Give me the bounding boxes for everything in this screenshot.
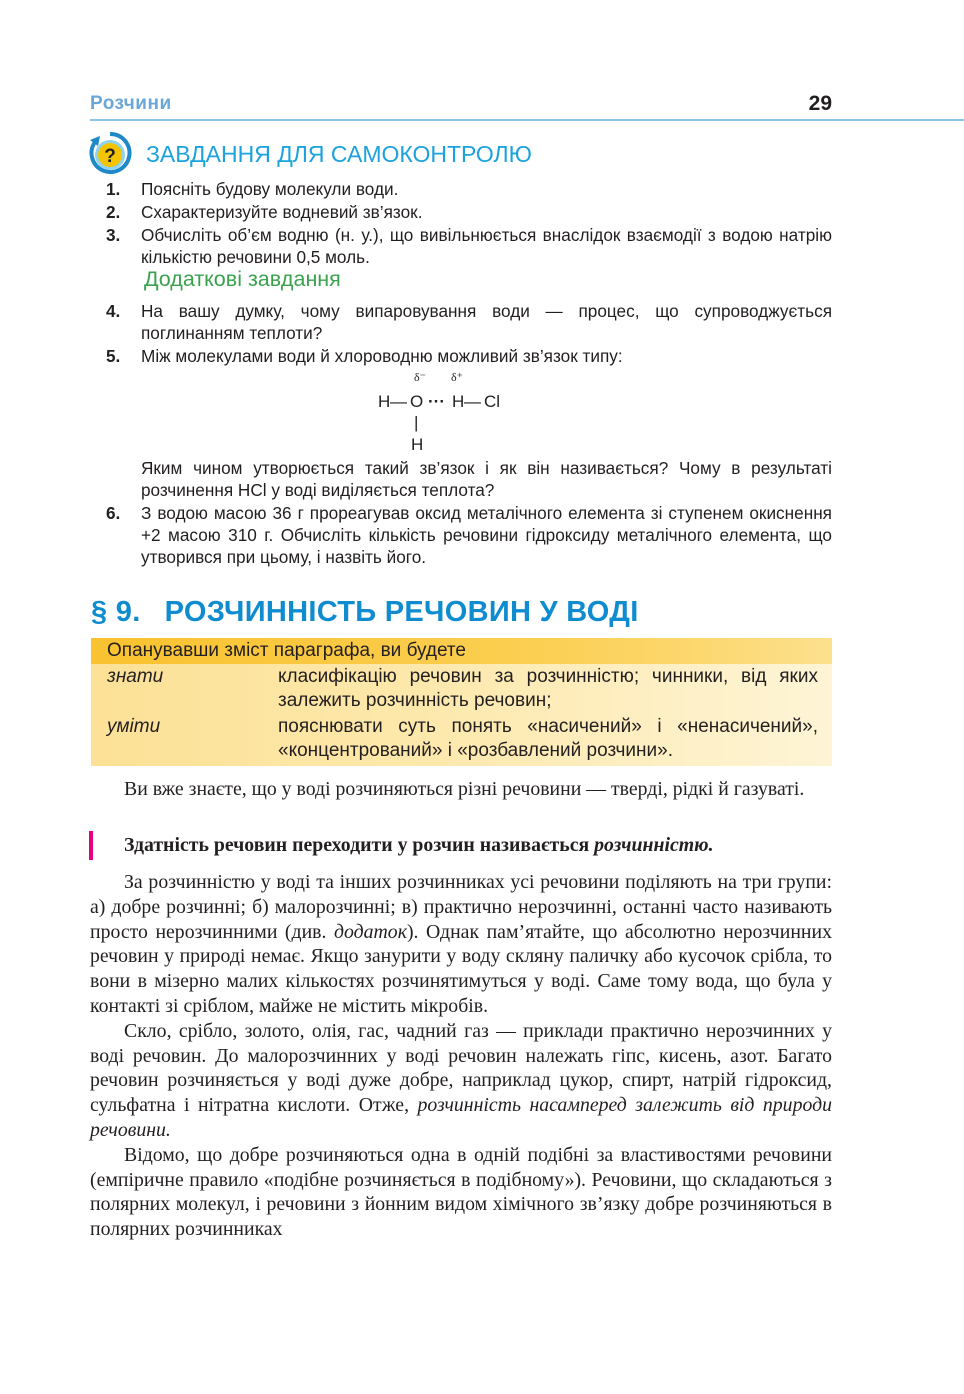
task-1 (106, 178, 832, 200)
intro-text: Ви вже знаєте, що у воді розчиняються різні речовини — тверді, рідкі й газуваті. (124, 778, 805, 800)
paragraph-text: За розчинністю у воді та інших розчинниках усі речовини поділяють на три групи: а) добре розчинні; б) малорозчинні; в) практично нерозчинні, останні часто називають просто нерозчинними (див. (90, 871, 832, 943)
definition (124, 833, 832, 858)
goals-can-text: пояснювати суть понять «насичений» і «ненасичений», «концентрований» і «розбавлений розчини». (278, 716, 818, 761)
task-5-followup (106, 457, 832, 501)
task-number: 3. (106, 225, 121, 245)
task-text: Поясніть будову молекули води. (141, 179, 399, 199)
oxygen: O (410, 392, 424, 411)
paragraph-like-dissolves-like: Відомо, що добре розчиняються одна в одній подібні за властивостями речовини (емпіричне правило «подібне розчиняється в подібному»). Речовини, що складаються з полярних молекул, і речовини з йонним видом хімічного зв’язку добре розчиняються в полярних розчинниках (90, 1143, 832, 1241)
task-number: 4. (106, 301, 121, 321)
hydrogen-bond-formula (368, 368, 528, 460)
task-text: Яким чином утворюється такий зв’язок і як він називається? Чому в результаті розчинення HCl у воді виділяється теплота? (141, 458, 832, 500)
task-4 (106, 300, 832, 344)
paragraph-examples (90, 1019, 832, 1143)
task-number: 6. (106, 503, 121, 523)
intro-paragraph (90, 777, 832, 802)
bond-vertical: | (414, 413, 419, 432)
learning-goals-box (91, 638, 832, 766)
bond-left: — (390, 392, 407, 411)
body-paragraphs (90, 870, 832, 1242)
task-6 (106, 502, 832, 568)
task-3 (106, 224, 832, 268)
goals-know-text: класифікацію речовин за розчинністю; чинники, від яких залежить розчинність речовин; (278, 666, 818, 711)
h-right: H (452, 392, 465, 411)
h-bottom: H (411, 435, 424, 454)
running-head-section: Розчини (90, 93, 172, 114)
task-text: Схарактеризуйте водневий зв’язок. (141, 202, 423, 222)
paragraph-text: Скло, срібло, золото, олія, гас, чадний газ — приклади практично нерозчинних у воді речовин. До малорозчинних у воді речовин належать гіпс, кисень, азот. Багато речовин розчиняється у воді дуже добре, наприклад цукор, спирт, натрій гідроксид, сульфатна і нітратна кислоти. Отже, (90, 1019, 832, 1117)
definition-marker (89, 831, 93, 860)
task-5 (106, 345, 832, 367)
paragraph-solubility-groups (90, 870, 832, 1019)
page-number: 29 (808, 92, 832, 115)
task-text: На вашу думку, чому випаровування води — процес, що супроводжується поглинанням теплоти? (141, 301, 832, 343)
task-number: 5. (106, 346, 121, 366)
paragraph-emphasis: розчинність насамперед залежить від природи речовини. (90, 1094, 832, 1141)
paragraph-text: ). Однак пам’ятайте, що абсолютно нерозчинних речовин у природі немає. Якщо занурити у воду скляну паличку або кусочок срібла, то вони в мізерно малих кількостях розчинятимуться у воді. Саме тому вода, що була у контакті зі сріблом, майже не містить мікробів. (90, 920, 832, 1017)
paragraph-heading: РОЗЧИННІСТЬ РЕЧОВИН У ВОДІ (164, 596, 639, 628)
hydrogen-bond-dots: ··· (428, 392, 445, 411)
paragraph-symbol: § 9. (91, 596, 141, 628)
task-text: З водою масою 36 г прореагував оксид металічного елемента зі ступенем окиснення +2 масою 310 г. Обчисліть кількість речовини гідроксиду металічного елемента, що утворився при цьому, і назвіть його. (141, 503, 832, 567)
task-text: Обчисліть об’єм водню (н. у.), що вивільнюється внаслідок взаємодії з водою натрію кількістю речовини 0,5 моль. (141, 225, 832, 267)
svg-text:?: ? (104, 146, 116, 167)
goals-can-term: уміти (107, 716, 161, 737)
task-text: Між молекулами води й хлороводню можливий зв’язок типу: (141, 346, 623, 366)
task-number: 1. (106, 179, 121, 199)
bond-right: — (464, 392, 481, 411)
appendix-reference: додаток (333, 920, 407, 943)
goals-know-term: знати (107, 666, 164, 687)
self-control-title: ЗАВДАННЯ ДЛЯ САМОКОНТРОЛЮ (146, 141, 532, 167)
delta-minus: δ⁻ (414, 370, 426, 384)
paragraph-title (91, 596, 639, 629)
header-rule (90, 119, 964, 121)
delta-plus: δ⁺ (451, 370, 463, 384)
chlorine: Cl (484, 392, 501, 411)
definition-term: розчинністю. (594, 834, 714, 856)
definition-text: Здатність речовин переходити у розчин називається (124, 834, 595, 856)
h-left: H (378, 392, 391, 411)
extra-tasks-title: Додаткові завдання (144, 267, 341, 291)
task-2 (106, 201, 832, 223)
question-icon (88, 131, 132, 175)
task-number: 2. (106, 202, 121, 222)
goals-lead: Опанувавши зміст параграфа, ви будете (107, 640, 466, 661)
